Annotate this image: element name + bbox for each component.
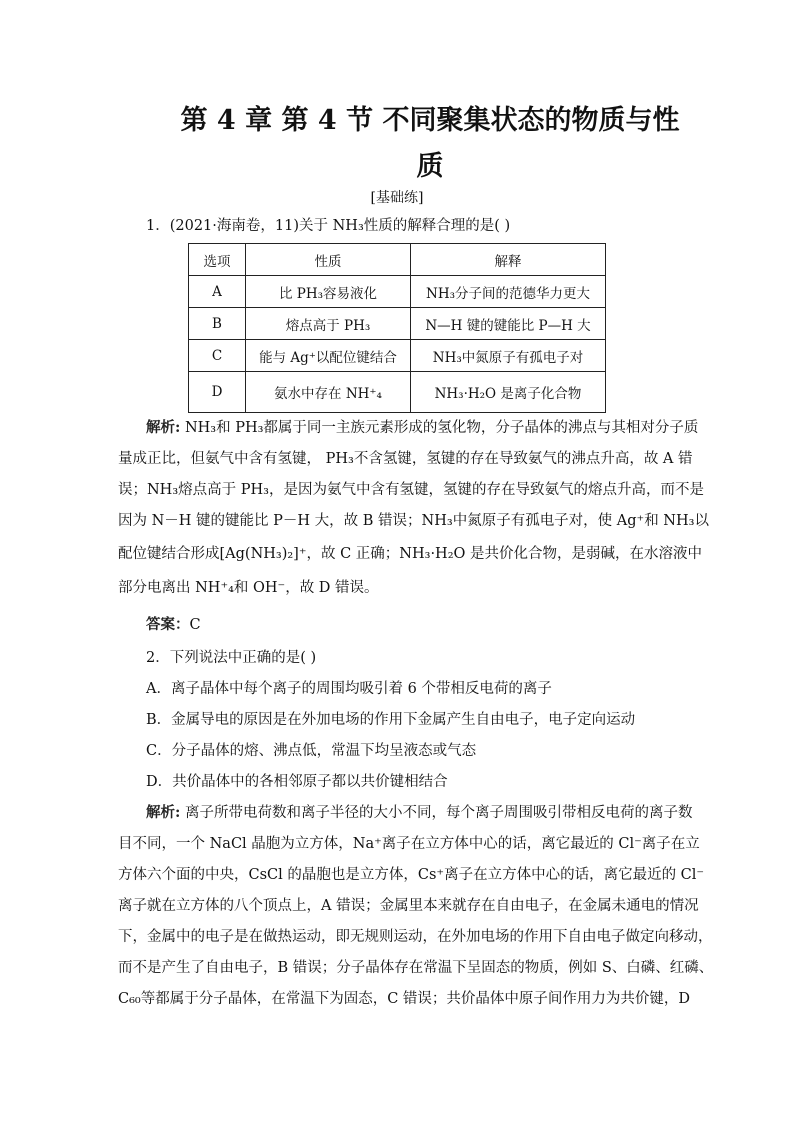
q1-table <box>188 243 606 413</box>
table-cell: 比 PH₃容易液化 <box>246 276 411 308</box>
table-header: 解释 <box>411 244 606 276</box>
title-line-2: 质 <box>416 151 444 182</box>
q2-analysis-line: 解析: 离子所带电荷数和离子半径的大小不同，每个离子周围吸引带相反电荷的离子数 <box>146 804 693 821</box>
q2-option-d: D．共价晶体中的各相邻原子都以共价键相结合 <box>146 774 448 790</box>
table-header-row <box>189 244 606 276</box>
q2-option-b: B．金属导电的原因是在外加电场的作用下金属产生自由电子，电子定向运动 <box>146 712 636 728</box>
q2-analysis-line: 方体六个面的中央，CsCl 的晶胞也是立方体，Cs⁺离子在立方体中心的话，离它最近的 Cl⁻ <box>118 867 705 883</box>
q2-option-c: C．分子晶体的熔、沸点低，常温下均呈液态或气态 <box>146 743 477 759</box>
answer-label: 答案： <box>146 616 190 633</box>
q2-analysis-line: 下，金属中的电子是在做热运动，即无规则运动，在外加电场的作用下自由电子做定向移动， <box>118 929 713 945</box>
q1-analysis-line: 误；NH₃熔点高于 PH₃，是因为氨气中含有氢键，氢键的存在导致氨气的熔点升高，而不是 <box>118 482 704 498</box>
q1-analysis-line: 部分电离出 NH⁺₄和 OH⁻，故 D 错误。 <box>118 580 379 596</box>
table-cell: 熔点高于 PH₃ <box>246 308 411 340</box>
analysis-label: 解析: <box>146 419 181 436</box>
table-cell: A <box>189 276 246 308</box>
table-header: 性质 <box>246 244 411 276</box>
table-header: 选项 <box>189 244 246 276</box>
table-row <box>189 340 606 372</box>
q1-analysis-line: 量成正比，但氨气中含有氢键， PH₃不含氢键，氢键的存在导致氨气的沸点升高，故 A 错 <box>118 451 693 467</box>
q2-analysis-line: 离子就在立方体的八个顶点上，A 错误；金属里本来就存在自由电子，在金属未通电的情况 <box>118 898 699 914</box>
q1-analysis-line: 因为 N－H 键的键能比 P－H 大，故 B 错误；NH₃中氮原子有孤电子对，使 Ag⁺和 NH₃以 <box>118 513 709 529</box>
table-row <box>189 276 606 308</box>
page-title <box>120 98 740 190</box>
table-cell: D <box>189 372 246 413</box>
q2-analysis-line: 目不同，一个 NaCl 晶胞为立方体，Na⁺离子在立方体中心的话，离它最近的 Cl⁻离子在立 <box>118 836 700 852</box>
q2-analysis-line: 而不是产生了自由电子，B 错误；分子晶体存在常温下呈固态的物质，例如 S、白磷、红磷、 <box>118 960 714 976</box>
table-cell: B <box>189 308 246 340</box>
table-cell: C <box>189 340 246 372</box>
q2-stem: 2．下列说法中正确的是( ) <box>146 650 317 666</box>
table-cell: NH₃中氮原子有孤电子对 <box>411 340 606 372</box>
table-row <box>189 372 606 413</box>
table-row <box>189 308 606 340</box>
q1-analysis-line: 配位键结合形成[Ag(NH₃)₂]⁺，故 C 正确；NH₃·H₂O 是共价化合物，是弱碱，在水溶液中 <box>118 546 703 562</box>
table-cell: NH₃·H₂O 是离子化合物 <box>411 372 606 413</box>
analysis-label: 解析: <box>146 804 181 821</box>
q1-stem: 1．(2021·海南卷，11)关于 NH₃性质的解释合理的是( ) <box>146 218 511 234</box>
answer-value: C <box>189 617 201 633</box>
title-line-1: 第 4 章 第 4 节 不同聚集状态的物质与性 <box>180 105 680 136</box>
q1-answer <box>146 615 201 635</box>
table-cell: NH₃分子间的范德华力更大 <box>411 276 606 308</box>
q1-analysis-line: 解析: NH₃和 PH₃都属于同一主族元素形成的氢化物，分子晶体的沸点与其相对分子质 <box>146 419 699 436</box>
table-cell: 氨水中存在 NH⁺₄ <box>246 372 411 413</box>
q2-analysis-line: C₆₀等都属于分子晶体，在常温下为固态，C 错误；共价晶体中原子间作用力为共价键，D <box>118 991 691 1007</box>
section-label: [基础练] <box>370 190 424 206</box>
q2-option-a: A．离子晶体中每个离子的周围均吸引着 6 个带相反电荷的离子 <box>146 681 552 697</box>
table-cell: 能与 Ag⁺以配位键结合 <box>246 340 411 372</box>
table-cell: N—H 键的键能比 P—H 大 <box>411 308 606 340</box>
